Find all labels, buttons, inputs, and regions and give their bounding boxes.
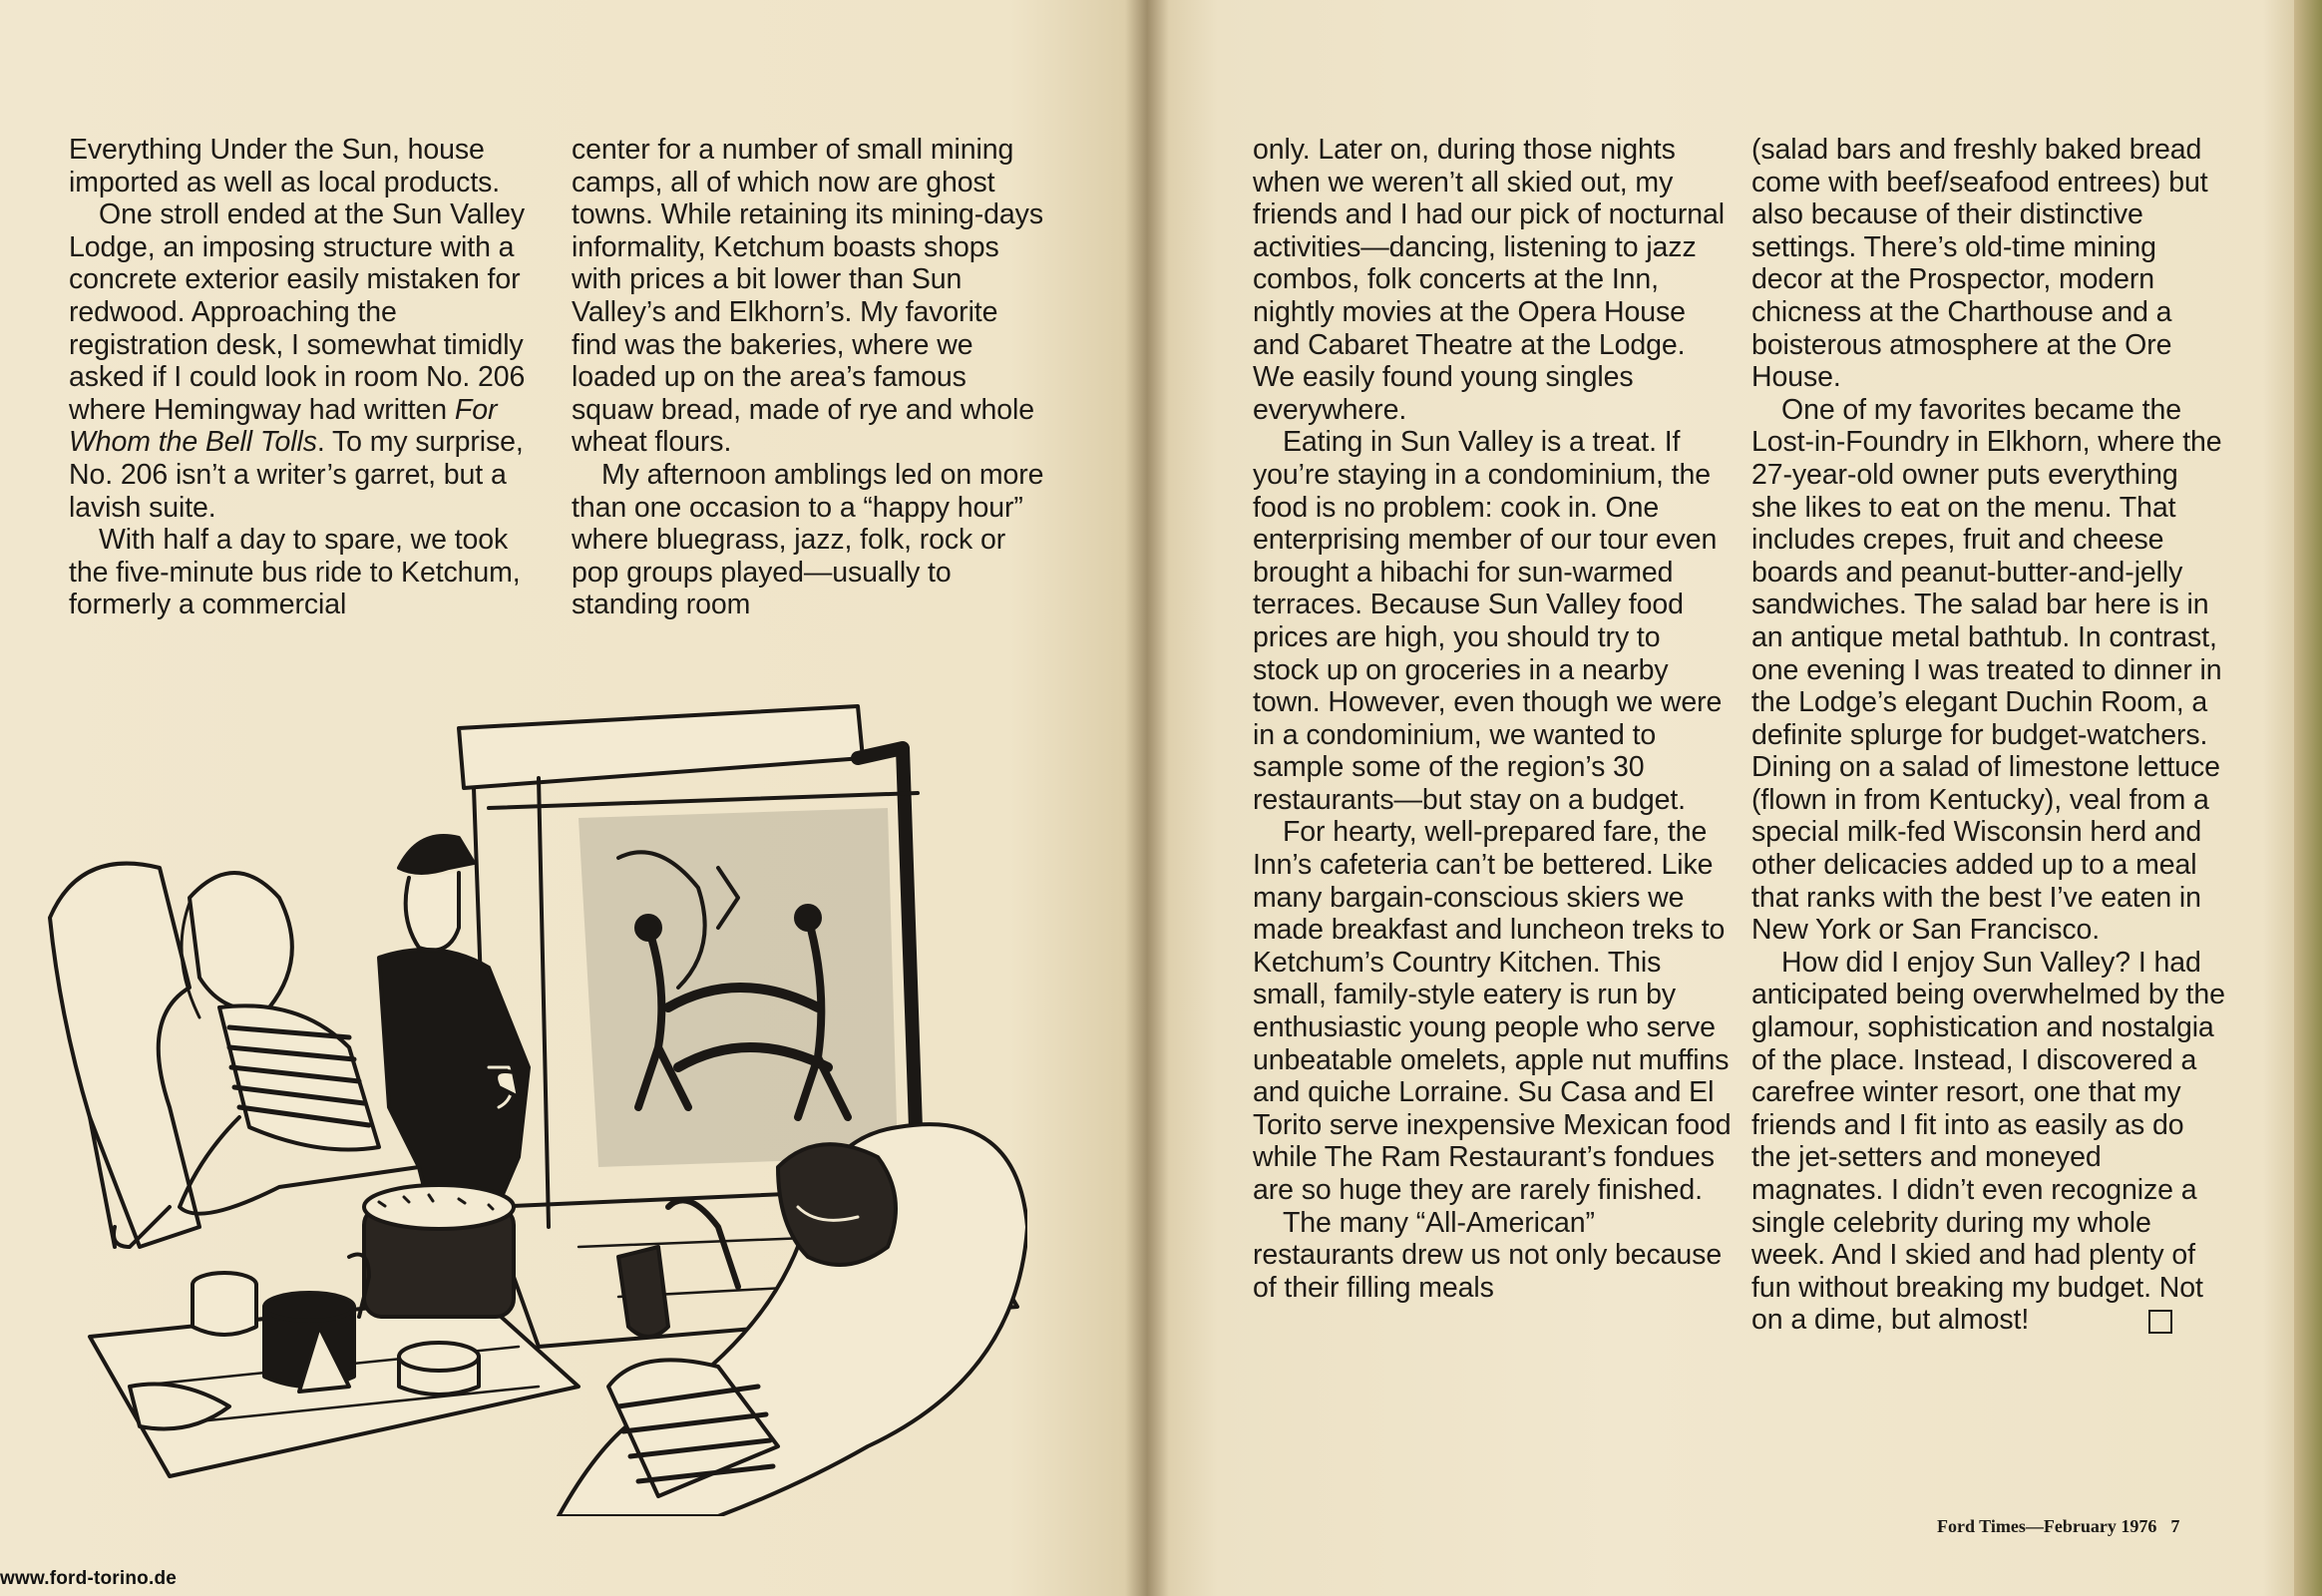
book-gutter	[1125, 0, 1169, 1596]
paragraph: Everything Under the Sun, house imported as well as local products.	[69, 134, 501, 199]
paragraph: (salad bars and freshly baked bread come with beef/seafood entrees) but also because of their distinctive settings. There’s old-time mining decor at the Prospector, modern chicness at the Charthouse and a boisterous atmosphere at the Ore House.	[1751, 134, 2208, 394]
watermark: www.ford-torino.de	[0, 1568, 178, 1589]
paragraph: center for a number of small mining camps, all of which now are ghost towns. While retaining its mining-days informality, Ketchum boasts shops with prices a bit lower than Sun Valley’s and Elkhorn’s. My favorite find was the bakeries, where we loaded up on the area’s famous squaw bread, made of rye and whole wheat flours.	[572, 134, 1043, 459]
paragraph: With half a day to spare, we took the five-minute bus ride to Ketchum, formerly a commercial	[69, 524, 521, 621]
book-title: For Whom the Bell Tolls	[69, 393, 498, 459]
paragraph: For hearty, well-prepared fare, the Inn’s cafeteria can’t be bettered. Like many bargain-conscious skiers we made breakfast and luncheon treks to Ketchum’s Country Kitchen. This small, family-style eatery is run by enthusiastic young people who serve unbeatable omelets, apple nut muffins and quiche Lorraine. Su Casa and El Torito serve inexpensive Mexican food while The Ram Restaurant’s fondues are so huge they are rarely finished.	[1253, 816, 1732, 1206]
page-footer	[1937, 1516, 2179, 1537]
article-column-1	[69, 134, 538, 621]
article-column-3	[1253, 134, 1732, 1304]
paragraph: The many “All-American” restaurants drew us not only because of their filling meals	[1253, 1206, 1723, 1304]
paragraph-text: . To my surprise, No. 206 isn’t a writer’s garret, but a lavish suite.	[69, 426, 524, 524]
publication-name: Ford Times—February 1976	[1937, 1516, 2157, 1536]
paragraph: One of my favorites became the Lost-in-Foundry in Elkhorn, where the 27-year-old owner puts everything she likes to eat on the menu. That includes crepes, fruit and cheese boards and peanut-butter-and-jelly sandwiches. The salad bar here is in an antique metal bathtub. In contrast, one evening I was treated to dinner in the Lodge’s elegant Duchin Room, a definite splurge for budget-watchers. Dining on a salad of limestone lettuce (flown in from Kentucky), veal from a special milk-fed Wisconsin herd and other delicacies added up to a meal that ranks with the best I’ve eaten in New York or San Francisco.	[1751, 393, 2222, 947]
paragraph	[1751, 947, 2230, 1337]
article-column-4	[1751, 134, 2230, 1337]
paragraph-text: How did I enjoy Sun Valley? I had anticipated being overwhelmed by the glamour, sophistication and nostalgia of the place. Instead, I discovered a carefree winter resort, one that my friends and I fit into as easily as do the jet-setters and moneyed magnates. I didn’t even recognize a single celebrity during my whole week. And I skied and had plenty of fun without breaking my budget. Not on a dime, but almost!	[1751, 946, 2225, 1337]
article-column-2	[572, 134, 1050, 621]
paragraph: only. Later on, during those nights when we weren’t all skied out, my friends and I had our pick of nocturnal activities—dancing, listening to jazz combos, folk concerts at the Inn, nightly movies at the Opera House and Cabaret Theatre at the Lodge. We easily found young singles everywhere.	[1253, 134, 1725, 426]
fireside-scene-illustration	[20, 688, 1027, 1516]
page-number: 7	[2170, 1516, 2180, 1536]
page-edge	[2294, 0, 2322, 1596]
paragraph: Eating in Sun Valley is a treat. If you’re staying in a condominium, the food is no problem: cook in. One enterprising member of our tour even brought a hibachi for sun-warmed terraces. Because Sun Valley food prices are high, you should try to stock up on groceries in a nearby town. However, even though we were in a condominium, we wanted to sample some of the region’s 30 restaurants—but stay on a budget.	[1253, 426, 1723, 816]
paragraph: My afternoon amblings led on more than one occasion to a “happy hour” where bluegrass, jazz, folk, rock or pop groups played—usually to standing room	[572, 458, 1044, 621]
paragraph-text: One stroll ended at the Sun Valley Lodge, an imposing structure with a concrete exterior easily mistaken for redwood. Approaching the registration desk, I somewhat timidly asked if I could look in room No. 206 where Hemingway had written	[69, 199, 526, 426]
end-of-article-mark	[2148, 1310, 2172, 1334]
paragraph	[69, 199, 538, 524]
